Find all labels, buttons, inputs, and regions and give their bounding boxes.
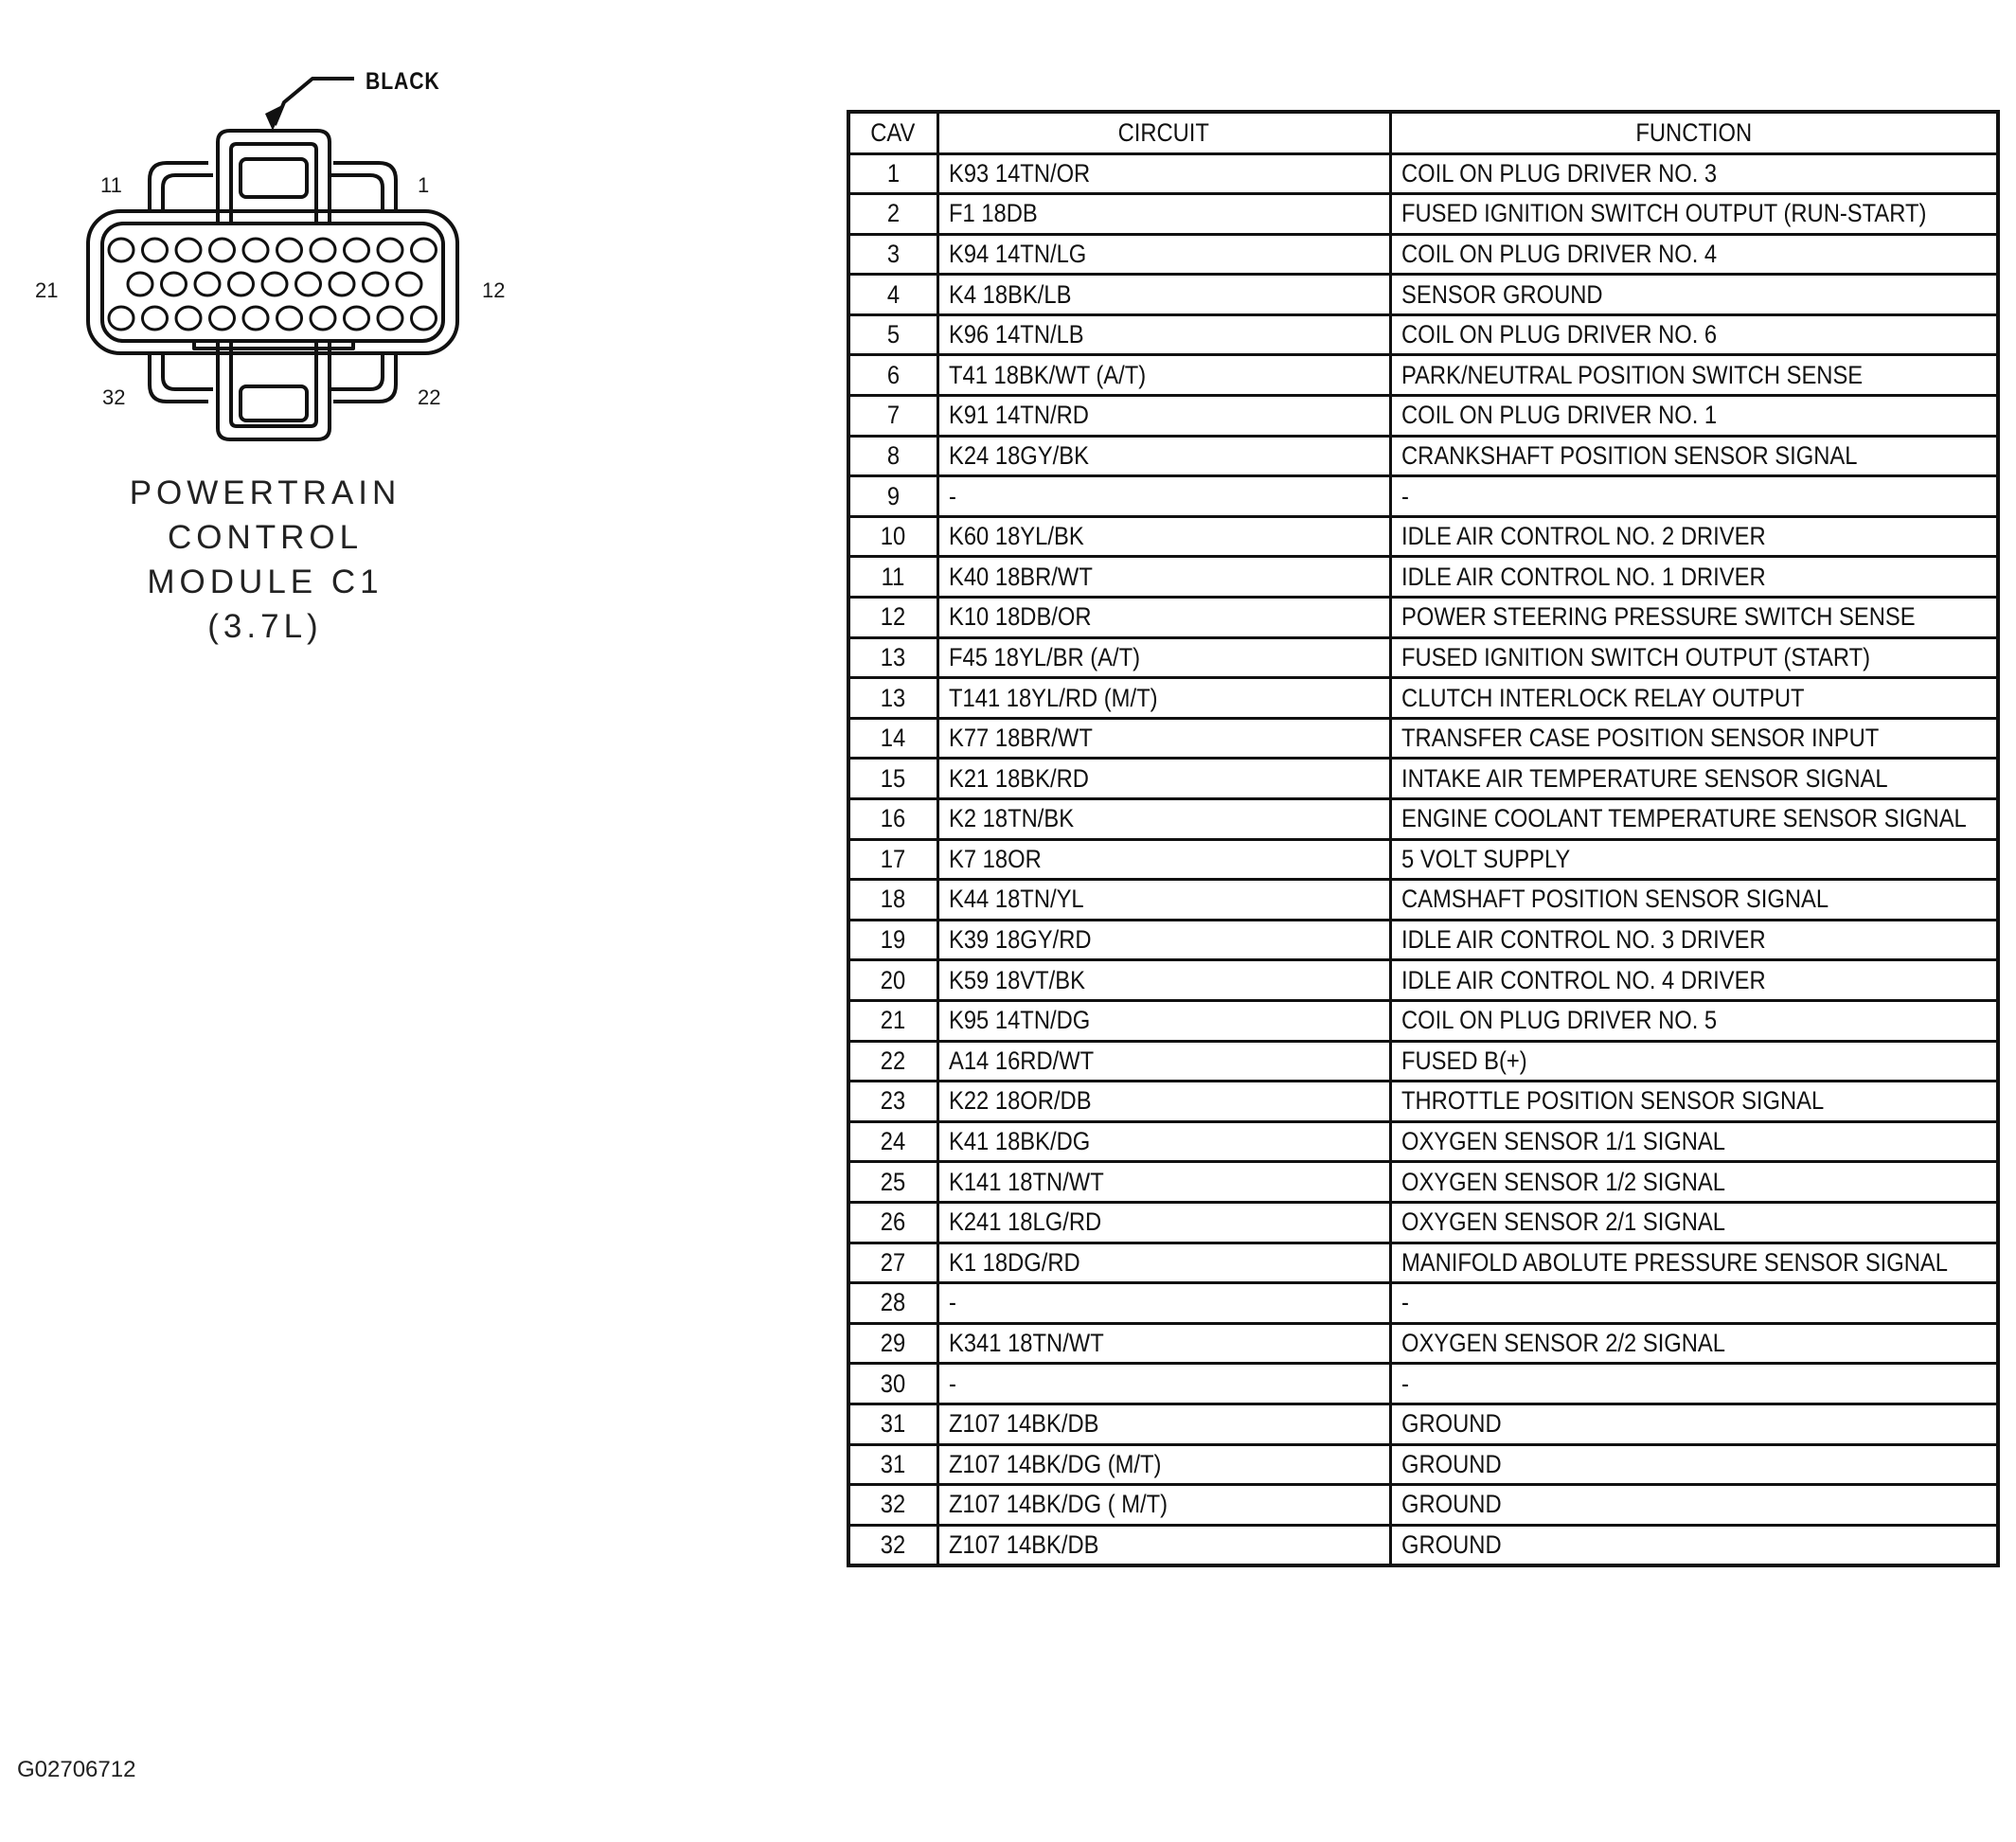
cav-cell-text: 19 <box>881 925 906 955</box>
circuit-cell-text: K24 18GY/BK <box>948 440 1089 470</box>
pin-hole <box>262 273 287 295</box>
function-cell-text: TRANSFER CASE POSITION SENSOR INPUT <box>1400 724 1879 753</box>
cav-cell-text: 29 <box>881 1329 906 1358</box>
circuit-cell <box>937 1485 1390 1526</box>
table-row <box>848 476 1998 517</box>
cav-cell-text: 13 <box>881 642 906 671</box>
function-cell-text: PARK/NEUTRAL POSITION SWITCH SENSE <box>1400 360 1863 389</box>
pin-hole <box>311 307 335 330</box>
function-cell <box>1390 557 1998 598</box>
table-row <box>848 1000 1998 1041</box>
cav-cell-text: 22 <box>881 1046 906 1075</box>
cav-cell-text: 10 <box>881 522 906 551</box>
function-cell-text: IDLE AIR CONTROL NO. 4 DRIVER <box>1400 965 1766 994</box>
function-cell-text: MANIFOLD ABOLUTE PRESSURE SENSOR SIGNAL <box>1400 1247 1948 1277</box>
pin-hole <box>109 239 134 261</box>
cav-cell-text: 13 <box>881 683 906 712</box>
cav-cell <box>848 799 937 840</box>
cav-cell-text: 18 <box>881 885 906 914</box>
pin-hole <box>195 273 220 295</box>
cav-cell <box>848 880 937 921</box>
cav-cell <box>848 1121 937 1162</box>
function-cell <box>1390 1444 1998 1485</box>
table-row <box>848 598 1998 638</box>
function-cell-text: - <box>1400 481 1409 510</box>
table-row <box>848 516 1998 557</box>
circuit-cell <box>937 1525 1390 1565</box>
circuit-cell <box>937 153 1390 194</box>
table-row <box>848 1323 1998 1364</box>
function-cell-text: IDLE AIR CONTROL NO. 1 DRIVER <box>1400 562 1766 591</box>
circuit-cell-text: K91 14TN/RD <box>948 401 1089 430</box>
cav-cell <box>848 678 937 719</box>
pin-hole <box>210 239 235 261</box>
header-function <box>1390 112 1998 153</box>
circuit-cell-text: Z107 14BK/DG (M/T) <box>948 1449 1161 1478</box>
table-row <box>848 1485 1998 1526</box>
cav-cell <box>848 1202 937 1243</box>
cav-cell <box>848 234 937 275</box>
function-cell <box>1390 1404 1998 1444</box>
function-cell-text: COIL ON PLUG DRIVER NO. 4 <box>1400 239 1717 268</box>
table-row <box>848 1162 1998 1203</box>
circuit-cell <box>937 960 1390 1001</box>
function-cell <box>1390 678 1998 719</box>
circuit-cell <box>937 1364 1390 1404</box>
pin-hole <box>109 307 134 330</box>
table-row <box>848 1525 1998 1565</box>
circuit-cell-text: K60 18YL/BK <box>948 522 1084 551</box>
circuit-cell-text: K39 18GY/RD <box>948 925 1092 955</box>
function-cell <box>1390 275 1998 315</box>
function-cell-text: IDLE AIR CONTROL NO. 2 DRIVER <box>1400 522 1766 551</box>
circuit-cell <box>937 718 1390 759</box>
pin-hole <box>296 273 321 295</box>
circuit-cell <box>937 436 1390 476</box>
header-circuit <box>937 112 1390 153</box>
table-row <box>848 234 1998 275</box>
cav-cell <box>848 1283 937 1324</box>
cav-cell-text: 27 <box>881 1247 906 1277</box>
circuit-cell <box>937 880 1390 921</box>
cav-cell <box>848 920 937 960</box>
circuit-cell-text: K77 18BR/WT <box>948 724 1093 753</box>
circuit-cell <box>937 234 1390 275</box>
circuit-cell <box>937 637 1390 678</box>
circuit-cell <box>937 1000 1390 1041</box>
function-cell <box>1390 1283 1998 1324</box>
function-cell <box>1390 1162 1998 1203</box>
cav-cell-text: 12 <box>881 602 906 632</box>
function-cell-text: COIL ON PLUG DRIVER NO. 6 <box>1400 320 1717 349</box>
header-cav <box>848 112 937 153</box>
function-cell <box>1390 1243 1998 1283</box>
pin-hole <box>143 239 168 261</box>
circuit-cell <box>937 1323 1390 1364</box>
function-cell-text: OXYGEN SENSOR 1/1 SIGNAL <box>1400 1127 1725 1156</box>
function-cell-text: GROUND <box>1400 1449 1502 1478</box>
cav-cell <box>848 960 937 1001</box>
function-cell <box>1390 759 1998 799</box>
cav-cell <box>848 1041 937 1082</box>
function-cell <box>1390 436 1998 476</box>
pin-hole <box>143 307 168 330</box>
circuit-cell-text: K4 18BK/LB <box>948 279 1071 309</box>
pin-hole <box>277 307 302 330</box>
cav-cell <box>848 275 937 315</box>
circuit-cell <box>937 1082 1390 1122</box>
function-cell-text: GROUND <box>1400 1529 1502 1559</box>
cav-cell-text: 32 <box>881 1529 906 1559</box>
circuit-cell-text: K241 18LG/RD <box>948 1207 1101 1237</box>
function-cell <box>1390 1525 1998 1565</box>
circuit-cell-text: - <box>948 1288 956 1317</box>
table-row <box>848 194 1998 235</box>
cav-cell <box>848 598 937 638</box>
cav-cell <box>848 476 937 517</box>
table-row <box>848 678 1998 719</box>
function-cell-text: POWER STEERING PRESSURE SWITCH SENSE <box>1400 602 1916 632</box>
circuit-cell-text: - <box>948 1368 956 1398</box>
cav-cell-text: 20 <box>881 965 906 994</box>
circuit-cell <box>937 1243 1390 1283</box>
function-cell <box>1390 960 1998 1001</box>
function-cell-text: COIL ON PLUG DRIVER NO. 3 <box>1400 158 1717 188</box>
circuit-cell-text: K21 18BK/RD <box>948 763 1089 793</box>
table-row <box>848 637 1998 678</box>
table-row <box>848 275 1998 315</box>
circuit-cell-text: T41 18BK/WT (A/T) <box>948 360 1146 389</box>
cav-cell-text: 4 <box>886 279 900 309</box>
function-cell-text: CAMSHAFT POSITION SENSOR SIGNAL <box>1400 885 1829 914</box>
function-cell <box>1390 598 1998 638</box>
cav-cell <box>848 1444 937 1485</box>
function-cell-text: INTAKE AIR TEMPERATURE SENSOR SIGNAL <box>1400 763 1888 793</box>
cav-cell-text: 11 <box>881 562 905 591</box>
cav-cell-text: 30 <box>881 1368 906 1398</box>
circuit-cell <box>937 557 1390 598</box>
cav-cell <box>848 1404 937 1444</box>
circuit-cell-text: K40 18BR/WT <box>948 562 1093 591</box>
function-cell-text: FUSED IGNITION SWITCH OUTPUT (START) <box>1400 642 1870 671</box>
circuit-cell <box>937 194 1390 235</box>
table-row <box>848 1283 1998 1324</box>
function-cell-text: CLUTCH INTERLOCK RELAY OUTPUT <box>1400 683 1805 712</box>
pin-label-bottom-left: 32 <box>102 385 126 409</box>
cav-cell <box>848 1364 937 1404</box>
pin-hole <box>176 239 201 261</box>
table-row <box>848 960 1998 1001</box>
function-cell-text: GROUND <box>1400 1409 1502 1439</box>
pin-hole <box>176 307 201 330</box>
circuit-cell <box>937 1162 1390 1203</box>
function-cell-text: 5 VOLT SUPPLY <box>1400 844 1570 873</box>
function-cell <box>1390 1202 1998 1243</box>
cav-cell-text: 2 <box>886 199 900 228</box>
pin-hole <box>162 273 187 295</box>
function-cell-text: IDLE AIR CONTROL NO. 3 DRIVER <box>1400 925 1766 955</box>
cav-cell <box>848 436 937 476</box>
table-row <box>848 920 1998 960</box>
pin-hole <box>364 273 388 295</box>
table-row <box>848 880 1998 921</box>
function-cell <box>1390 194 1998 235</box>
cav-cell-text: 5 <box>886 320 900 349</box>
circuit-cell <box>937 355 1390 396</box>
table-row <box>848 839 1998 880</box>
cav-cell-text: 28 <box>881 1288 906 1317</box>
circuit-cell-text: K22 18OR/DB <box>948 1086 1092 1116</box>
cav-cell-text: 31 <box>881 1409 906 1439</box>
circuit-cell-text: K41 18BK/DG <box>948 1127 1090 1156</box>
circuit-cell-text: K2 18TN/BK <box>948 804 1074 833</box>
pin-label-bottom-right: 22 <box>418 385 441 409</box>
function-cell-text: OXYGEN SENSOR 1/2 SIGNAL <box>1400 1167 1725 1196</box>
cav-cell-text: 31 <box>881 1449 906 1478</box>
circuit-cell-text: K93 14TN/OR <box>948 158 1090 188</box>
circuit-cell <box>937 516 1390 557</box>
function-cell <box>1390 396 1998 437</box>
module-caption <box>85 471 445 649</box>
circuit-cell-text: K141 18TN/WT <box>948 1167 1104 1196</box>
table-row <box>848 1121 1998 1162</box>
pin-hole <box>128 273 152 295</box>
circuit-cell <box>937 839 1390 880</box>
table-row <box>848 1082 1998 1122</box>
connector-outline <box>0 0 587 492</box>
cav-cell-text: 1 <box>886 158 900 188</box>
circuit-cell <box>937 678 1390 719</box>
circuit-cell <box>937 759 1390 799</box>
function-cell <box>1390 1000 1998 1041</box>
circuit-cell-text: K1 18DG/RD <box>948 1247 1080 1277</box>
function-cell <box>1390 1323 1998 1364</box>
cav-cell-text: 8 <box>886 440 900 470</box>
function-cell-text: COIL ON PLUG DRIVER NO. 1 <box>1400 401 1717 430</box>
pin-hole <box>412 239 437 261</box>
function-cell-text: OXYGEN SENSOR 2/1 SIGNAL <box>1400 1207 1725 1237</box>
cav-cell-text: 21 <box>881 1006 906 1035</box>
cav-cell-text: 26 <box>881 1207 906 1237</box>
circuit-cell-text: T141 18YL/RD (M/T) <box>948 683 1158 712</box>
cav-cell <box>848 637 937 678</box>
cav-cell-text: 32 <box>881 1490 906 1519</box>
pin-label-left: 21 <box>35 278 59 302</box>
cav-cell-text: 3 <box>886 239 900 268</box>
function-cell <box>1390 1485 1998 1526</box>
cav-cell <box>848 839 937 880</box>
header-cav-text: CAV <box>870 117 916 147</box>
pin-label-top-left: 11 <box>100 173 122 197</box>
pinout-table <box>847 110 2000 1567</box>
pin-hole <box>229 273 254 295</box>
pin-hole <box>412 307 437 330</box>
function-cell-text: FUSED B(+) <box>1400 1046 1527 1075</box>
function-cell-text: - <box>1400 1368 1409 1398</box>
circuit-cell-text: K44 18TN/YL <box>948 885 1084 914</box>
connector-color-label: BLACK <box>366 68 440 95</box>
function-cell <box>1390 234 1998 275</box>
function-cell-text: SENSOR GROUND <box>1400 279 1603 309</box>
cav-cell <box>848 153 937 194</box>
cav-cell-text: 25 <box>881 1167 906 1196</box>
pin-hole <box>311 239 335 261</box>
pin-hole <box>210 307 235 330</box>
circuit-cell-text: F1 18DB <box>948 199 1038 228</box>
cav-cell <box>848 718 937 759</box>
circuit-cell <box>937 1404 1390 1444</box>
circuit-cell-text: Z107 14BK/DG ( M/T) <box>948 1490 1168 1519</box>
function-cell <box>1390 516 1998 557</box>
function-cell <box>1390 1121 1998 1162</box>
cav-cell <box>848 1000 937 1041</box>
function-cell <box>1390 1364 1998 1404</box>
pin-hole <box>330 273 354 295</box>
cav-cell <box>848 557 937 598</box>
circuit-cell <box>937 1041 1390 1082</box>
table-row <box>848 1444 1998 1485</box>
circuit-cell-text: K94 14TN/LG <box>948 239 1086 268</box>
circuit-cell-text: K341 18TN/WT <box>948 1329 1104 1358</box>
cav-cell-text: 17 <box>881 844 906 873</box>
circuit-cell <box>937 1121 1390 1162</box>
cav-cell-text: 6 <box>886 360 900 389</box>
pin-hole <box>243 239 268 261</box>
caption-line: (3.7L) <box>207 608 323 645</box>
cav-cell <box>848 396 937 437</box>
cav-cell <box>848 1243 937 1283</box>
caption-line: CONTROL <box>167 519 364 556</box>
cav-cell <box>848 1485 937 1526</box>
connector-diagram <box>0 0 587 701</box>
function-cell <box>1390 153 1998 194</box>
function-cell <box>1390 476 1998 517</box>
cav-cell <box>848 194 937 235</box>
pin-hole <box>243 307 268 330</box>
function-cell <box>1390 718 1998 759</box>
function-cell <box>1390 839 1998 880</box>
table-row <box>848 153 1998 194</box>
pin-hole <box>397 273 421 295</box>
function-cell-text: CRANKSHAFT POSITION SENSOR SIGNAL <box>1400 440 1857 470</box>
function-cell <box>1390 637 1998 678</box>
circuit-cell-text: Z107 14BK/DB <box>948 1529 1098 1559</box>
cav-cell <box>848 1082 937 1122</box>
caption-line: POWERTRAIN <box>129 474 401 511</box>
function-cell <box>1390 920 1998 960</box>
function-cell-text: GROUND <box>1400 1490 1502 1519</box>
circuit-cell-text: K7 18OR <box>948 844 1042 873</box>
circuit-cell-text: K96 14TN/LB <box>948 320 1084 349</box>
table-row <box>848 1041 1998 1082</box>
function-cell <box>1390 880 1998 921</box>
table-row <box>848 396 1998 437</box>
cav-cell <box>848 355 937 396</box>
circuit-cell <box>937 1283 1390 1324</box>
function-cell <box>1390 314 1998 355</box>
table-row <box>848 759 1998 799</box>
function-cell-text: FUSED IGNITION SWITCH OUTPUT (RUN-START) <box>1400 199 1926 228</box>
table-row <box>848 718 1998 759</box>
circuit-cell-text: K10 18DB/OR <box>948 602 1092 632</box>
cav-cell <box>848 1162 937 1203</box>
function-cell-text: COIL ON PLUG DRIVER NO. 5 <box>1400 1006 1717 1035</box>
cav-cell <box>848 759 937 799</box>
circuit-cell-text: - <box>948 481 956 510</box>
table-row <box>848 1364 1998 1404</box>
circuit-cell <box>937 396 1390 437</box>
circuit-cell <box>937 275 1390 315</box>
function-cell <box>1390 355 1998 396</box>
cav-cell <box>848 314 937 355</box>
circuit-cell-text: F45 18YL/BR (A/T) <box>948 642 1140 671</box>
cav-cell-text: 16 <box>881 804 906 833</box>
function-cell-text: - <box>1400 1288 1409 1317</box>
pinout-body <box>848 153 1998 1565</box>
function-cell-text: OXYGEN SENSOR 2/2 SIGNAL <box>1400 1329 1725 1358</box>
circuit-cell <box>937 920 1390 960</box>
circuit-cell <box>937 476 1390 517</box>
cav-cell-text: 7 <box>886 401 900 430</box>
function-cell <box>1390 1082 1998 1122</box>
pin-hole <box>345 307 369 330</box>
figure-id: G02706712 <box>17 1757 136 1782</box>
circuit-cell-text: Z107 14BK/DB <box>948 1409 1098 1439</box>
pin-hole <box>378 307 402 330</box>
cav-cell-text: 14 <box>881 724 906 753</box>
circuit-cell-text: K95 14TN/DG <box>948 1006 1090 1035</box>
table-row <box>848 557 1998 598</box>
header-circuit-text: CIRCUIT <box>1117 117 1210 147</box>
pin-hole <box>345 239 369 261</box>
table-row <box>848 1243 1998 1283</box>
pin-label-top-right: 1 <box>418 173 430 197</box>
cav-cell-text: 9 <box>886 481 900 510</box>
circuit-cell-text: A14 16RD/WT <box>948 1046 1094 1075</box>
caption-line: MODULE C1 <box>147 563 384 600</box>
cav-cell-text: 24 <box>881 1127 906 1156</box>
table-row <box>848 436 1998 476</box>
circuit-cell <box>937 1444 1390 1485</box>
circuit-cell <box>937 314 1390 355</box>
function-cell-text: ENGINE COOLANT TEMPERATURE SENSOR SIGNAL <box>1400 804 1967 833</box>
table-row <box>848 1202 1998 1243</box>
cav-cell <box>848 1525 937 1565</box>
pin-label-right: 12 <box>482 278 506 302</box>
pin-hole <box>277 239 302 261</box>
function-cell-text: THROTTLE POSITION SENSOR SIGNAL <box>1400 1086 1824 1116</box>
circuit-cell <box>937 598 1390 638</box>
circuit-cell <box>937 799 1390 840</box>
table-row <box>848 355 1998 396</box>
function-cell <box>1390 1041 1998 1082</box>
circuit-cell <box>937 1202 1390 1243</box>
cav-cell <box>848 1323 937 1364</box>
table-row <box>848 799 1998 840</box>
header-function-text: FUNCTION <box>1635 117 1753 147</box>
cav-cell-text: 15 <box>881 763 906 793</box>
function-cell <box>1390 799 1998 840</box>
pin-holes <box>109 239 437 330</box>
pin-hole <box>378 239 402 261</box>
cav-cell-text: 23 <box>881 1086 906 1116</box>
table-row <box>848 314 1998 355</box>
cav-cell <box>848 516 937 557</box>
table-row <box>848 1404 1998 1444</box>
table-header-row <box>848 112 1998 153</box>
circuit-cell-text: K59 18VT/BK <box>948 965 1085 994</box>
